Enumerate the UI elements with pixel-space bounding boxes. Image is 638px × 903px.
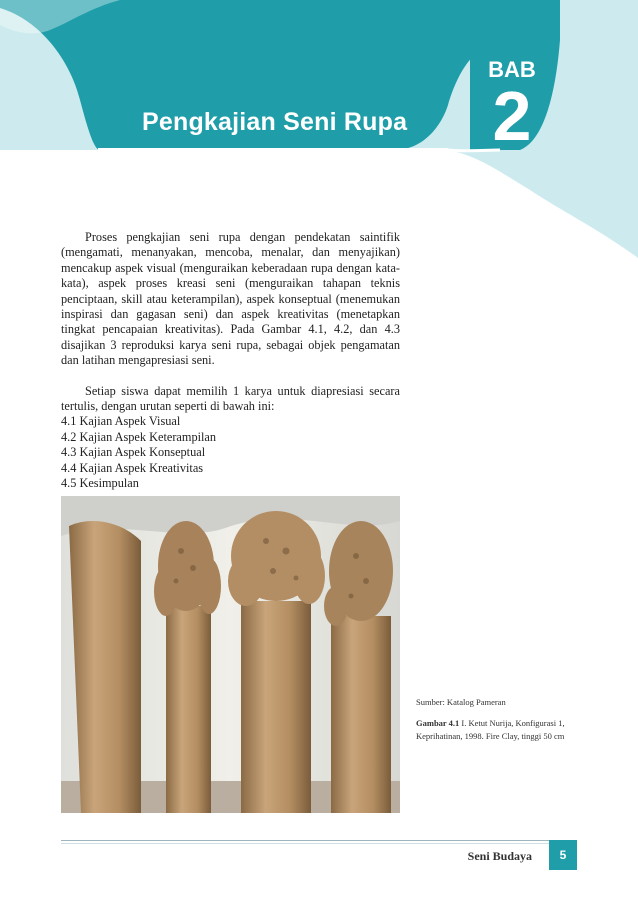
header-underline xyxy=(98,148,448,152)
footer-divider-secondary xyxy=(61,843,551,844)
figure-label: Gambar 4.1 xyxy=(416,718,460,728)
sculpture-pillar xyxy=(331,616,391,813)
assessment-list xyxy=(61,414,400,491)
sculpture-pillar xyxy=(241,601,311,813)
figure-text: I. Ketut Nurija, Konfigurasi 1, Keprihatinan, 1998. Fire Clay, tinggi 50 cm xyxy=(416,718,565,741)
bab-label: BAB xyxy=(488,57,536,82)
footer-divider xyxy=(61,840,551,841)
body-text xyxy=(61,230,400,492)
sculpture-pillar xyxy=(69,521,141,813)
list-item: 4.3 Kajian Aspek Konseptual xyxy=(61,445,206,460)
sculpture-photo xyxy=(61,496,400,813)
sculpture-pillar xyxy=(166,606,211,813)
sculpture-illustration xyxy=(61,496,400,813)
figure-caption xyxy=(416,696,576,743)
figure-description xyxy=(416,717,576,743)
chapter-title: Pengkajian Seni Rupa xyxy=(142,108,408,136)
list-item: 4.5 Kesimpulan xyxy=(61,476,139,491)
footer-book-title: Seni Budaya xyxy=(467,849,532,863)
paragraph-instructions: Setiap siswa dapat memilih 1 karya untuk diapresiasi secara tertulis, dengan urutan seperti di bawah ini: xyxy=(61,383,400,414)
list-item: 4.4 Kajian Aspek Kreativitas xyxy=(61,460,204,475)
bab-number: 2 xyxy=(492,77,532,155)
list-item: 4.1 Kajian Aspek Visual xyxy=(61,414,181,429)
list-item: 4.2 Kajian Aspek Keterampilan xyxy=(61,429,217,444)
figure-source: Sumber: Katalog Pameran xyxy=(416,697,506,707)
page-number: 5 xyxy=(549,840,577,870)
paragraph-intro: Proses pengkajian seni rupa dengan pendekatan saintifik (mengamati, menanyakan, mencoba, menalar, dan menyajikan) mencakup aspek visual (menguraikan keberadaan rupa dengan kata-kata), aspek proses kreasi seni (menguraikan tahapan teknis penciptaan, skill atau keterampilan), aspek konseptual (menemukan inspirasi dan gagasan seni) dan aspek kreativitas (menetapkan tingkat pencapaian kreativitas). Pada Gambar 4.1, 4.2, dan 4.3 disajikan 3 reproduksi karya seni rupa, sebagai objek pengamatan dan latihan mengapresiasi seni. xyxy=(61,230,400,368)
